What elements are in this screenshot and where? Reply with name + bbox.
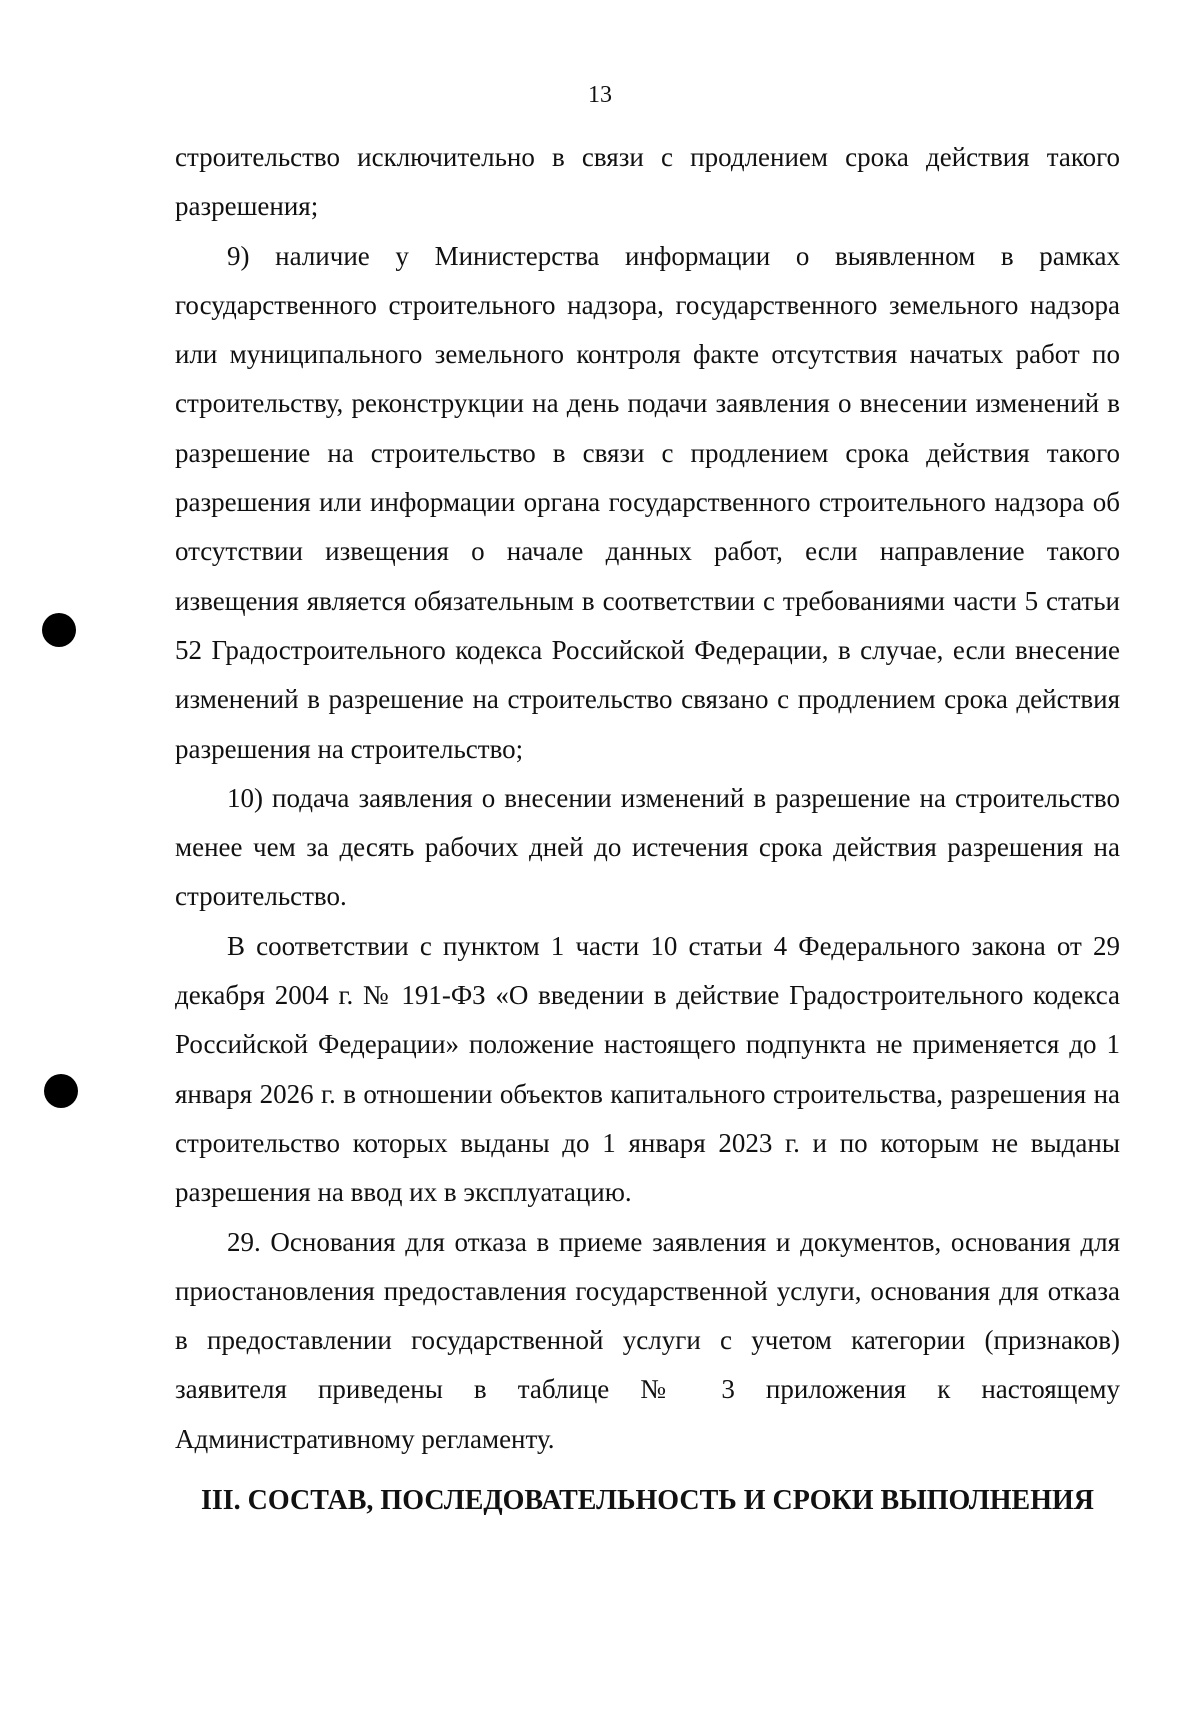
punch-hole-mark <box>44 1074 78 1108</box>
document-body <box>175 133 1120 1464</box>
section-heading: III. СОСТАВ, ПОСЛЕДОВАТЕЛЬНОСТЬ И СРОКИ ВЫПОЛНЕНИЯ <box>200 1485 1094 1516</box>
punch-hole-mark <box>42 613 76 647</box>
list-item-10: 10) подача заявления о внесении изменений в разрешение на строительство менее чем за десять рабочих дней до истечения срока действия разрешения на строительство. <box>175 782 1120 912</box>
page-number: 13 <box>588 82 612 108</box>
paragraph-item-29: 29. Основания для отказа в приеме заявления и документов, основания для приостановления предоставления государственной услуги, основания для отказа в предоставлении государственной услуги с учетом категории (признаков) заявителя приведены в таблице № 3 приложения к настоящему Административному регламенту. <box>175 1226 1120 1454</box>
list-item-9: 9) наличие у Министерства информации о выявленном в рамках государственного строительного надзора, государственного земельного надзора или муниципального земельного контроля факте отсутствия начатых работ по строительству, реконструкции на день подачи заявления о внесении изменений в разрешение на строительство в связи с продлением срока действия такого разрешения или информации органа государственного строительного надзора об отсутствии извещения о начале данных работ, если направление такого извещения является обязательным в соответствии с требованиями части 5 статьи 52 Градостроительного кодекса Российской Федерации, в случае, если внесение изменений в разрешение на строительство связано с продлением срока действия разрешения на строительство; <box>175 240 1120 764</box>
paragraph-federal-law-note: В соответствии с пунктом 1 части 10 статьи 4 Федерального закона от 29 декабря 2004 г. № 191-ФЗ «О введении в действие Градостроительного кодекса Российской Федерации» положение настоящего подпункта не применяется до 1 января 2026 г. в отношении объектов капитального строительства, разрешения на строительство которых выданы до 1 января 2023 г. и по которым не выданы разрешения на ввод их в эксплуатацию. <box>175 930 1120 1208</box>
paragraph-continuation: строительство исключительно в связи с продлением срока действия такого разрешения; <box>175 142 1120 222</box>
